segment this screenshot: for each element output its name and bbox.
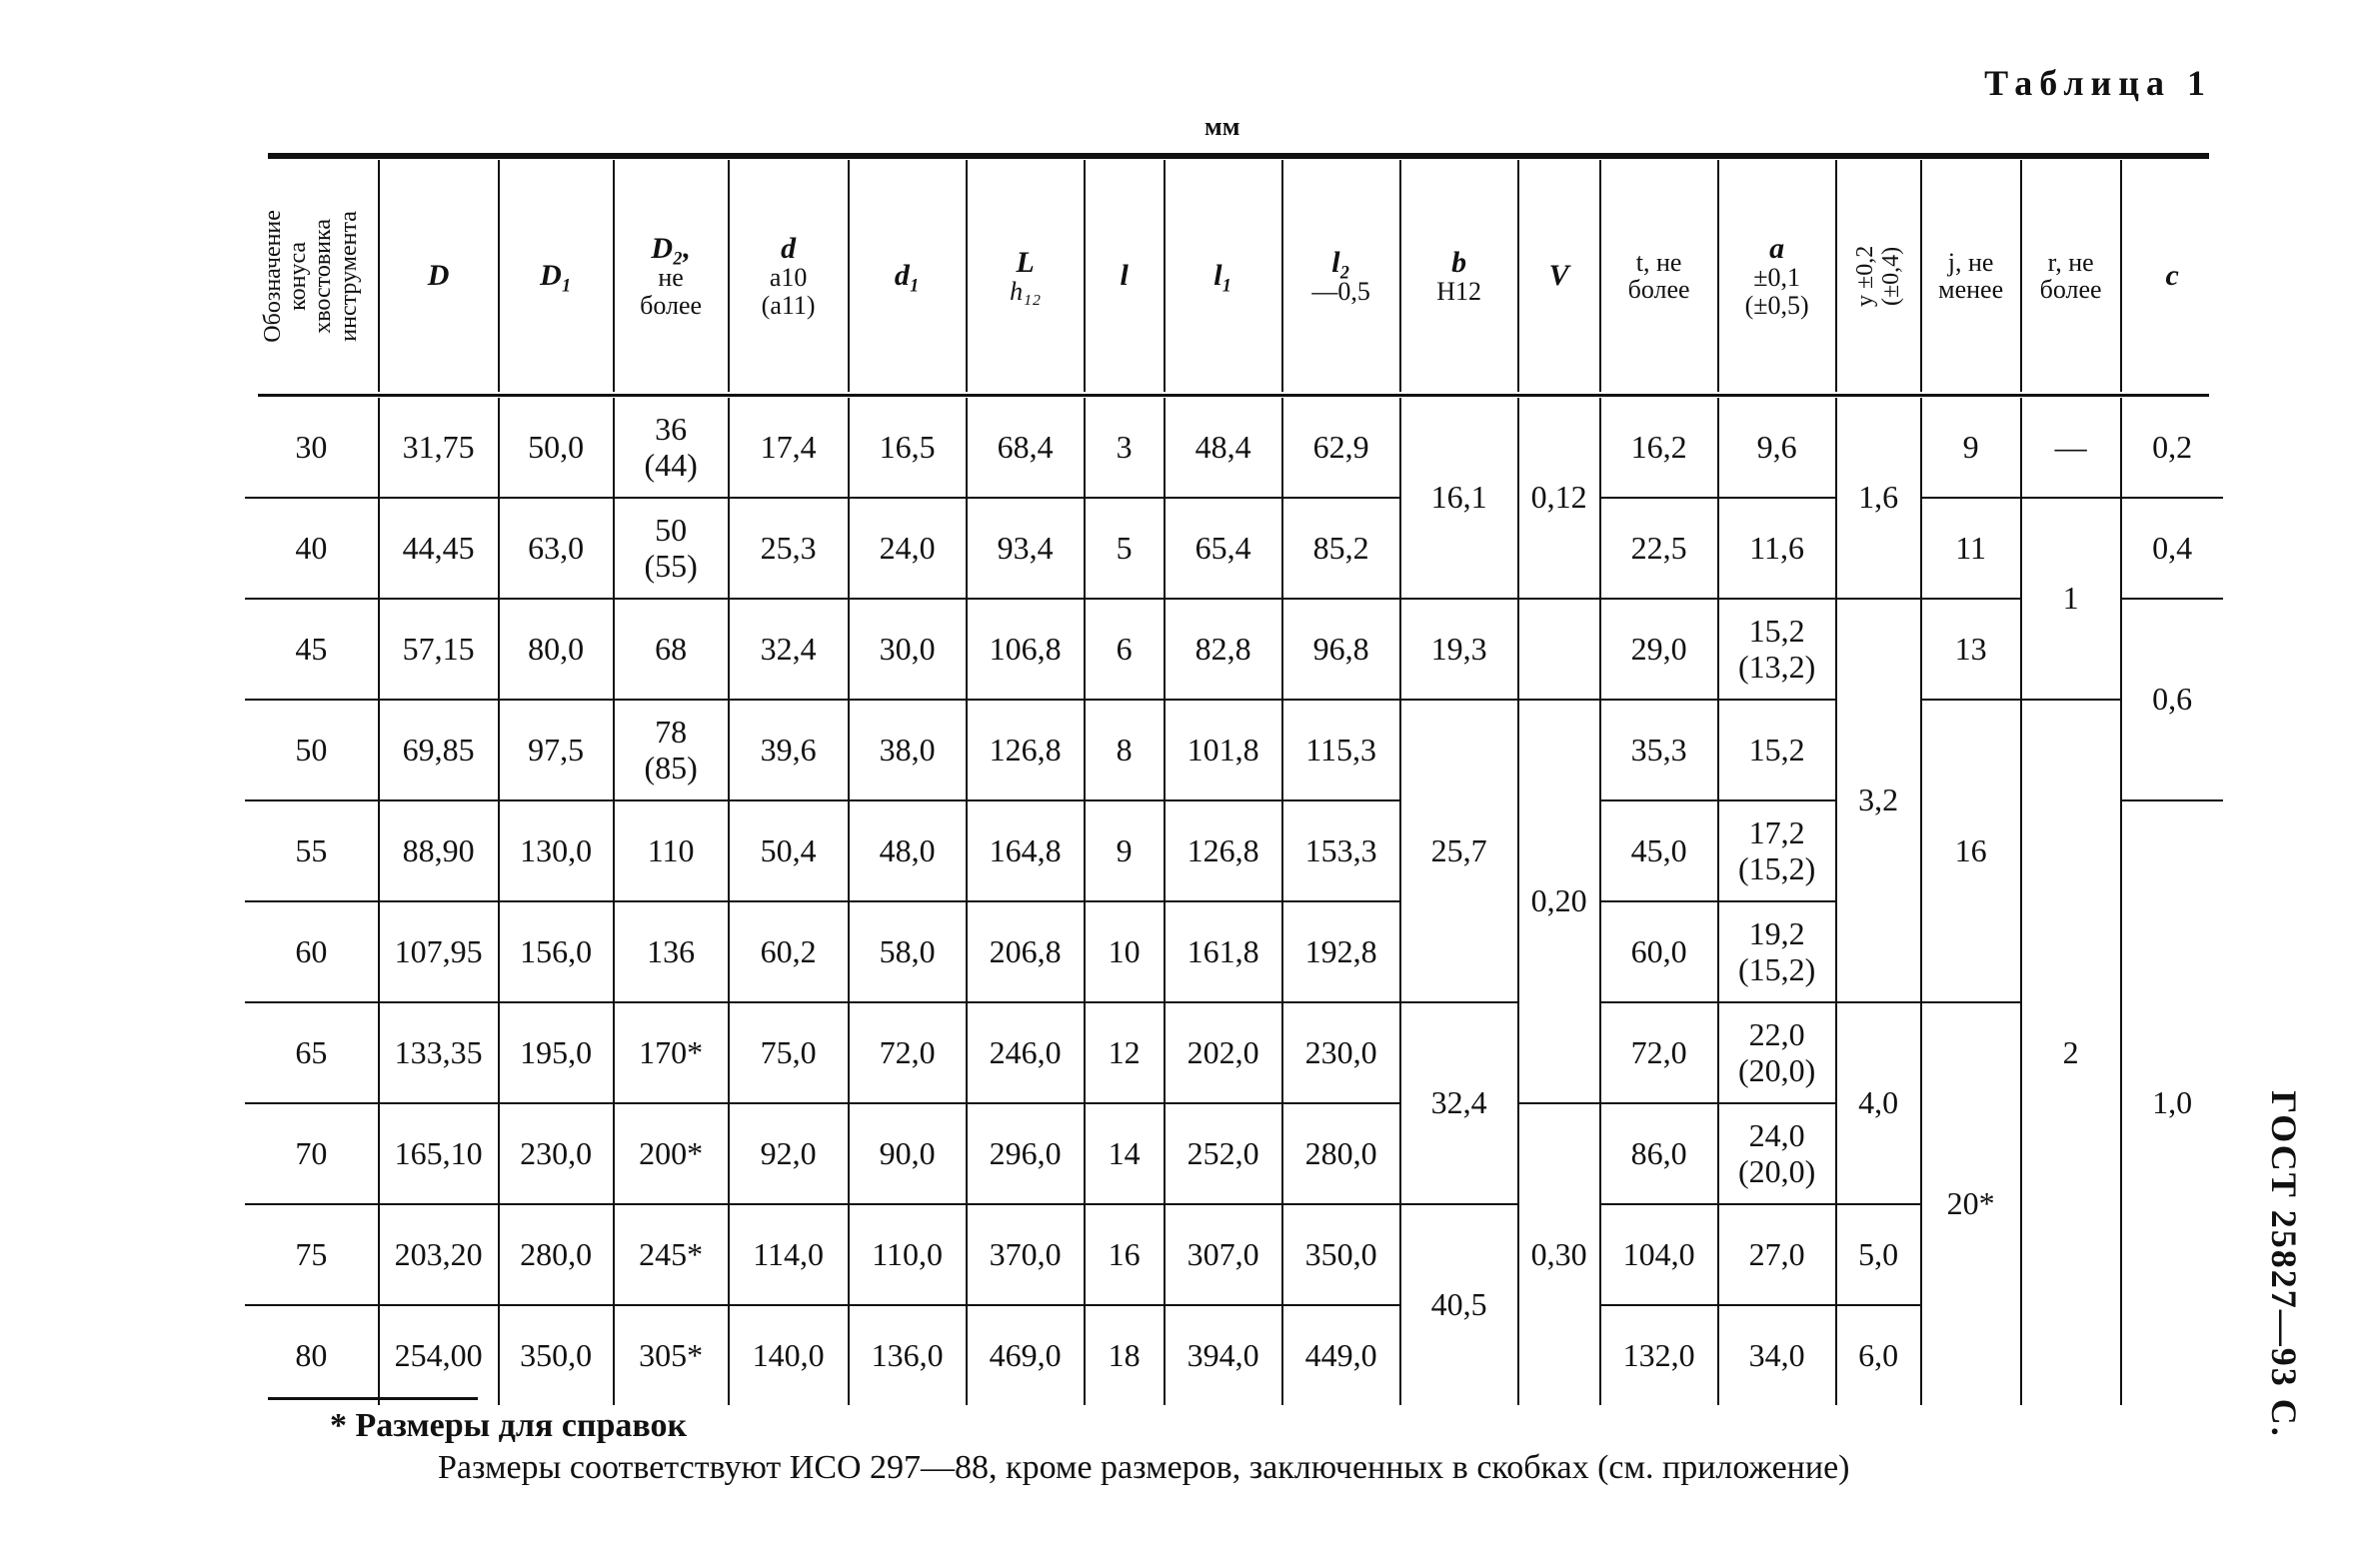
cell-designation: 75 [245,1204,379,1305]
cell-b: 40,5 [1400,1204,1518,1405]
cell-a: 24,0 (20,0) [1718,1103,1836,1204]
cell-t: 104,0 [1600,1204,1718,1305]
cell-l: 6 [1085,599,1165,700]
cell-d: 107,95 [379,901,499,1002]
cell-y: 6,0 [1836,1305,1921,1405]
table-row [245,700,2223,800]
cell-a: 19,2 (15,2) [1718,901,1836,1002]
cell-d1: 350,0 [499,1305,614,1405]
cell-l: 296,0 [967,1103,1085,1204]
cell-d2: 78 (85) [614,700,729,800]
header-l2: l₂ —0,5 [1282,160,1400,392]
header-designation-text: Обозначение конуса хвостовика инструмента [259,209,362,343]
header-d: d a10 (a11) [729,160,849,392]
table-row [245,1002,2223,1103]
header-v: V [1518,160,1600,392]
cell-b: 25,7 [1400,700,1518,1002]
cell-j: 11 [1921,498,2021,599]
cell-j: 16 [1921,700,2021,1002]
header-l1: l₁ [1165,160,1282,392]
cell-d1: 280,0 [499,1204,614,1305]
cell-l1: 394,0 [1165,1305,1282,1405]
cell-l1: 202,0 [1165,1002,1282,1103]
cell-b: 19,3 [1400,599,1518,700]
header-D2: D₂, не более [614,160,729,392]
cell-d: 88,90 [379,800,499,901]
cell-j: 20* [1921,1002,2021,1405]
cell-l1: 65,4 [1165,498,1282,599]
side-label-text: ГОСТ 25827—93 С. [2264,1090,2304,1438]
header-j: j, не менее [1921,160,2021,392]
cell-l1: 126,8 [1165,800,1282,901]
cell-c: 0,6 [2121,599,2223,800]
cell-a: 9,6 [1718,398,1836,498]
cell-d: 133,35 [379,1002,499,1103]
cell-l1: 252,0 [1165,1103,1282,1204]
cell-c: 0,4 [2121,498,2223,599]
cell-d1: 48,0 [849,800,967,901]
header-D1: D₁ [499,160,614,392]
cell-d: 92,0 [729,1103,849,1204]
cell-d1: 230,0 [499,1103,614,1204]
cell-d: 60,2 [729,901,849,1002]
cell-l2: 62,9 [1282,398,1400,498]
cell-d2: 110 [614,800,729,901]
cell-d: 69,85 [379,700,499,800]
cell-d2: 245* [614,1204,729,1305]
cell-l2: 115,3 [1282,700,1400,800]
header-l: l [1085,160,1165,392]
cell-a: 17,2 (15,2) [1718,800,1836,901]
cell-d: 31,75 [379,398,499,498]
table-title: Таблица 1 [1984,63,2212,103]
cell-d1: 38,0 [849,700,967,800]
cell-l: 12 [1085,1002,1165,1103]
cell-t: 29,0 [1600,599,1718,700]
cell-l2: 280,0 [1282,1103,1400,1204]
cell-b: 32,4 [1400,1002,1518,1204]
cell-d1: 80,0 [499,599,614,700]
footnote-asterisk: * Размеры для справок [330,1407,688,1444]
cell-y: 4,0 [1836,1002,1921,1204]
cell-designation: 65 [245,1002,379,1103]
cell-t: 60,0 [1600,901,1718,1002]
cell-designation: 60 [245,901,379,1002]
cell-d1: 130,0 [499,800,614,901]
cell-l: 93,4 [967,498,1085,599]
header-y [1836,160,1921,392]
cell-l2: 350,0 [1282,1204,1400,1305]
cell-l1: 101,8 [1165,700,1282,800]
cell-d1: 58,0 [849,901,967,1002]
cell-a: 34,0 [1718,1305,1836,1405]
cell-a: 22,0 (20,0) [1718,1002,1836,1103]
cell-l: 469,0 [967,1305,1085,1405]
dimensions-table [245,160,2223,1405]
cell-l: 5 [1085,498,1165,599]
cell-d: 17,4 [729,398,849,498]
cell-designation: 30 [295,428,328,465]
cell-d1: 72,0 [849,1002,967,1103]
cell-d2: 170* [614,1002,729,1103]
header-y-text: y ±0,2 (±0,4) [1851,245,1905,307]
cell-v: 0,20 [1518,700,1600,1103]
cell-a: 11,6 [1718,498,1836,599]
header-D: D [379,160,499,392]
cell-d: 165,10 [379,1103,499,1204]
cell-l: 14 [1085,1103,1165,1204]
cell-designation: 45 [245,599,379,700]
table-row [245,498,2223,599]
cell-c: 1,0 [2121,800,2223,1405]
cell-l1: 307,0 [1165,1204,1282,1305]
cell-d: 114,0 [729,1204,849,1305]
header-d1: d₁ [849,160,967,392]
cell-l2: 153,3 [1282,800,1400,901]
cell-c: 0,2 [2121,398,2223,498]
cell-r: 2 [2021,700,2121,1405]
cell-b: 16,1 [1400,398,1518,599]
cell-d: 57,15 [379,599,499,700]
cell-l: 9 [1085,800,1165,901]
cell-y: 1,6 [1836,398,1921,599]
cell-l: 68,4 [967,398,1085,498]
cell-d2: 305* [614,1305,729,1405]
cell-d: 25,3 [729,498,849,599]
table-row [245,599,2223,700]
cell-l2: 449,0 [1282,1305,1400,1405]
cell-a: 15,2 (13,2) [1718,599,1836,700]
cell-l: 10 [1085,901,1165,1002]
cell-d: 203,20 [379,1204,499,1305]
cell-d: 140,0 [729,1305,849,1405]
header-r: r, не более [2021,160,2121,392]
cell-l: 16 [1085,1204,1165,1305]
cell-l: 106,8 [967,599,1085,700]
cell-v: 0,12 [1518,398,1600,599]
cell-l: 18 [1085,1305,1165,1405]
cell-t: 22,5 [1600,498,1718,599]
cell-a: 27,0 [1718,1204,1836,1305]
cell-r: — [2021,398,2121,498]
cell-d1: 90,0 [849,1103,967,1204]
cell-l: 8 [1085,700,1165,800]
cell-l2: 230,0 [1282,1002,1400,1103]
header-t: t, не более [1600,160,1718,392]
footnote-rule [268,1397,478,1400]
cell-l2: 96,8 [1282,599,1400,700]
cell-d1: 16,5 [849,398,967,498]
footnote-note: Размеры соответствуют ИСО 297—88, кроме размеров, заключенных в скобках (см. приложение) [438,1449,1850,1486]
side-label [2239,1084,2329,1444]
cell-d: 39,6 [729,700,849,800]
cell-d2: 136 [614,901,729,1002]
cell-d1: 136,0 [849,1305,967,1405]
cell-d2: 36 (44) [614,398,729,498]
cell-v [1518,599,1600,700]
cell-d2: 50 (55) [614,498,729,599]
cell-d: 50,4 [729,800,849,901]
cell-l: 246,0 [967,1002,1085,1103]
table-body [245,398,2223,1405]
cell-l: 206,8 [967,901,1085,1002]
cell-designation: 40 [245,498,379,599]
cell-l2: 192,8 [1282,901,1400,1002]
header-a: a ±0,1 (±0,5) [1718,160,1836,392]
cell-t: 35,3 [1600,700,1718,800]
cell-l: 3 [1085,398,1165,498]
cell-d1: 195,0 [499,1002,614,1103]
cell-t: 16,2 [1600,398,1718,498]
header-L: L h₁₂ [967,160,1085,392]
cell-l2: 85,2 [1282,498,1400,599]
cell-a: 15,2 [1718,700,1836,800]
table-row [245,398,2223,498]
cell-d1: 24,0 [849,498,967,599]
cell-r: 1 [2021,498,2121,700]
cell-l: 164,8 [967,800,1085,901]
cell-v: 0,30 [1518,1103,1600,1405]
cell-d2: 68 [614,599,729,700]
cell-l: 370,0 [967,1204,1085,1305]
cell-j: 13 [1921,599,2021,700]
cell-d1: 50,0 [499,398,614,498]
cell-t: 72,0 [1600,1002,1718,1103]
cell-d: 75,0 [729,1002,849,1103]
cell-d: 254,00 [379,1305,499,1405]
cell-d1: 156,0 [499,901,614,1002]
cell-t: 86,0 [1600,1103,1718,1204]
cell-j: 9 [1921,398,2021,498]
cell-l1: 48,4 [1165,398,1282,498]
cell-l1: 82,8 [1165,599,1282,700]
header-b: b H12 [1400,160,1518,392]
cell-d: 32,4 [729,599,849,700]
table-top-rule [268,153,2209,159]
cell-t: 132,0 [1600,1305,1718,1405]
cell-d1: 30,0 [849,599,967,700]
header-c: c [2121,160,2223,392]
header-row [245,160,2223,392]
cell-l1: 161,8 [1165,901,1282,1002]
cell-d1: 97,5 [499,700,614,800]
cell-designation: 50 [245,700,379,800]
cell-d1: 110,0 [849,1204,967,1305]
cell-d1: 63,0 [499,498,614,599]
cell-y: 5,0 [1836,1204,1921,1305]
cell-l: 126,8 [967,700,1085,800]
cell-d: 44,45 [379,498,499,599]
cell-d2: 200* [614,1103,729,1204]
header-designation [245,160,379,392]
cell-designation: 70 [245,1103,379,1204]
cell-designation: 80 [245,1305,379,1405]
unit-label: мм [1204,112,1240,141]
cell-t: 45,0 [1600,800,1718,901]
cell-y: 3,2 [1836,599,1921,1002]
cell-designation: 55 [245,800,379,901]
